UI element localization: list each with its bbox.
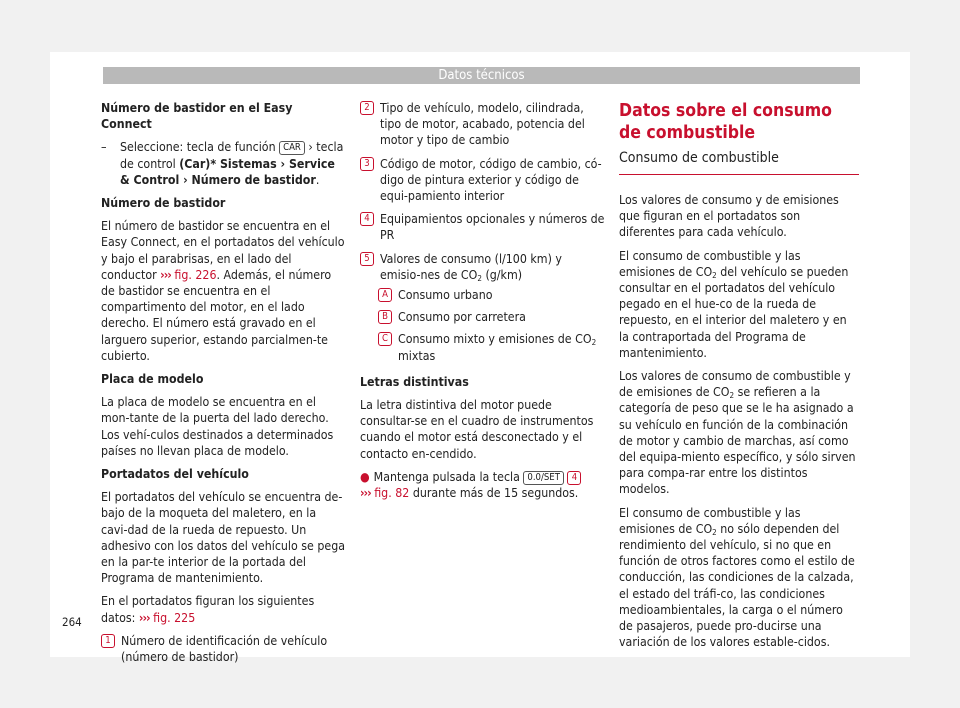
paragraph-placa-modelo: La placa de modelo se encuentra en el mon-tante de la puerta del lado derecho. Los vehí-culos destinados a determinados países no llevan placa de modelo. [101,395,334,458]
paragraph-consumo-4: El consumo de combustible y las emisiones de $CO_2$ no sólo dependen del rendimiento del vehículo, si no que en función de otros factores como el estilo de conducción, las condiciones de la calzada, el estado del tráfi-co, las condiciones medioambientales, la carga o el número de pasajeros, puede pro-ducirse una variación de los valores estable-cidos. [619,505,855,650]
column-1 [101,100,346,672]
number-badge: 1 [101,634,115,648]
column-2 [360,100,605,508]
arrow-icon: ››› [138,610,150,625]
bullet-icon: ● [360,469,370,484]
number-badge: 4 [360,212,374,226]
step-item: – Seleccione: tecla de función CAR › tecla de control (Car)* Sistemas › Service & Control › Número de bastidor. [101,140,344,187]
paragraph-portadatos: El portadatos del vehículo se encuentra de-bajo de la moqueta del maletero, en la cavi-dad de la rueda de repuesto. Un adhesivo con los datos del vehículo se pega en la par-te interior de la portada del Programa de mantenimiento. [101,490,345,586]
list-item-1: 1 Número de identificación de vehículo (número de bastidor) [101,633,346,665]
number-badge: 5 [360,252,374,266]
list-item-5: 5 Valores de consumo (l/100 km) y emisio-nes de $CO_2$ (g/km) [360,251,605,283]
heading-easy-connect: Número de bastidor en el Easy Connect [101,101,293,132]
fig-226-link[interactable]: fig. 226 [174,267,217,282]
fig-82-link[interactable]: fig. 82 [374,486,410,501]
set-key: 0.0/SET [523,471,564,485]
arrow-icon: ››› [360,486,371,501]
bullet-item: ● Mantenga pulsada la tecla 0.0/SET 4 ››› fig. 82 durante más de 15 segundos. [360,469,605,501]
paragraph-consumo-2: El consumo de combustible y las emisiones de $CO_2$ del vehículo se pueden consultar en el portadatos del vehículo pegado en el hue-co de la rueda de repuesto, en el interior del maletero y en la contraportada del Programa de mantenimiento. [619,248,849,360]
heading-placa-modelo: Placa de modelo [101,372,204,387]
paragraph-datos: En el portadatos figuran los siguientes datos: ››› fig. 225 [101,594,315,625]
section-title: Datos sobre el consumo de combustible [619,101,832,143]
sub-item-a: A Consumo urbano [360,287,605,303]
menu-path: (Car)* Sistemas › Service & Control › Número de bastidor [120,156,335,187]
paragraph-letras-distintivas: La letra distintiva del motor puede consultar-se en el cuadro de instrumentos cuando el motor está desconectado y el contacto en-cendido. [360,398,594,461]
dash-marker: – [101,140,107,155]
sub-item-c: C Consumo mixto y emisiones de $CO_2$ mixtas [360,331,605,363]
column-3 [619,100,859,657]
page-header: Datos técnicos [103,67,860,84]
list-item-3: 3 Código de motor, código de cambio, có-digo de pintura exterior y código de equi-pamiento interior [360,156,605,205]
letter-badge: C [378,332,392,346]
section-subtitle: Consumo de combustible [619,150,779,166]
list-item-2: 2 Tipo de vehículo, modelo, cilindrada, tipo de motor, acabado, potencia del motor y tipo de cambio [360,100,605,149]
car-key: CAR [279,141,305,155]
page-number: 264 [62,615,82,629]
letter-badge: B [378,310,392,324]
heading-letras-distintivas: Letras distintivas [360,374,469,389]
paragraph-consumo-1: Los valores de consumo y de emisiones que figuran en el portadatos son diferentes para cada vehículo. [619,193,839,240]
divider [619,174,859,175]
paragraph-numero-bastidor: El número de bastidor se encuentra en el Easy Connect, en el portadatos del vehículo y bajo el parabrisas, en el lado del conductor ››› fig. 226. Además, el número de bastidor se encuentra en el compartimento del motor, en el lado derecho. El número está gravado en el larguero superior, estando parcialmen-te cubierto. [101,219,345,363]
fig-225-link[interactable]: fig. 225 [153,610,196,625]
number-badge: 2 [360,101,374,115]
list-item-4: 4 Equipamientos opcionales y números de PR [360,211,605,243]
arrow-icon: ››› [160,267,171,282]
heading-numero-bastidor: Número de bastidor [101,196,226,211]
sub-item-b: B Consumo por carretera [360,309,605,325]
paragraph-consumo-3: Los valores de consumo de combustible y de emisiones de $CO_2$ se refieren a la categoría de peso que se le ha asignado a su vehículo en función de la combinación de motor y cambio de marchas, así como del equipa-miento específico, y sólo sirven para compa-rar entre los distintos modelos. [619,369,856,497]
letter-badge: A [378,288,392,302]
number-badge: 4 [567,471,581,485]
number-badge: 3 [360,157,374,171]
heading-portadatos: Portadatos del vehículo [101,467,249,482]
